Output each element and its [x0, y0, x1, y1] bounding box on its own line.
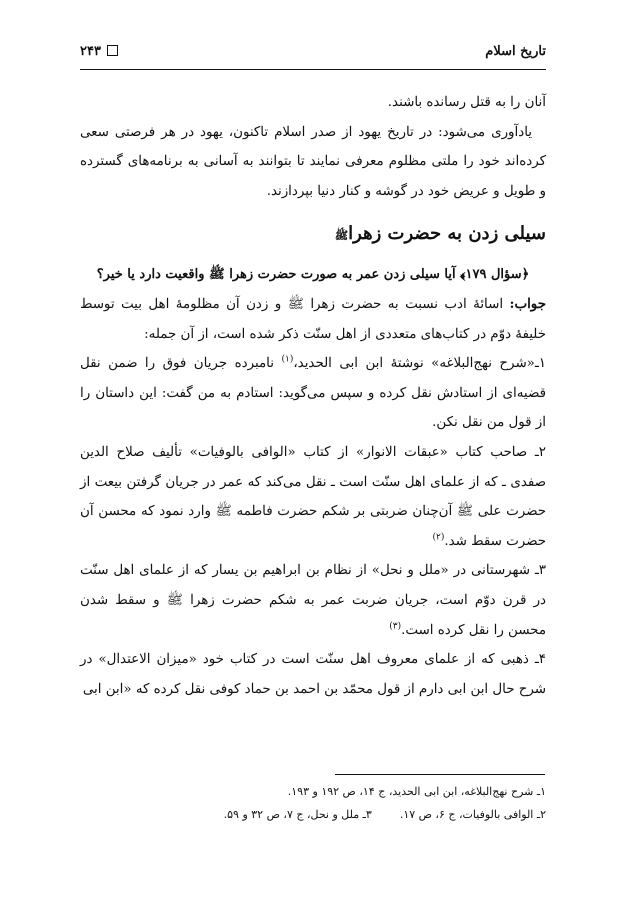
footnote-1: ۱ـ شرح نهج‌البلاغه، ابن ابی الحدید، ج ۱۴، ص ۱۹۲ و ۱۹۳.: [287, 785, 546, 798]
paragraph-1: آنان را به قتل رسانده باشند.: [387, 95, 546, 110]
list-item-3: [80, 556, 546, 645]
page-number-text: ۲۴۳: [80, 44, 101, 59]
footnote-row-2: [80, 803, 546, 826]
footnote-ref-1: (۱): [281, 354, 294, 365]
footnote-ref-3: (۳): [389, 621, 402, 632]
list-item-2-text: ۲ـ صاحب کتاب «عبقات الانوار» از کتاب «الوافی بالوفیات» تألیف صلاح الدین صفدی ـ که از علمای اهل سنّت است ـ نقل می‌کند که عمر در جریان گرفتن بیعت از حضرت علی ﷺ آن‌چنان ضربتی بر شکم حضرت فاطمه ﷺ وارد نمود که محسن آن حضرت سقط شد.: [80, 444, 546, 549]
page-header: [80, 42, 546, 66]
answer-label: جواب:: [509, 295, 546, 312]
list-item-1-text: ۱ـ«شرح نهج‌البلاغه» نوشتهٔ ابن ابی الحدید،: [293, 356, 546, 372]
list-item-4: ۴ـ ذهبی که از علمای معروف اهل سنّت است در کتاب خود «میزان الاعتدال» در شرح حال ابن ابی دارم از قول محمّد بن احمد بن حماد کوفی نقل کرده که «ابن ابی: [80, 652, 546, 697]
footnote-2: ۲ـ الوافی بالوفیات، ج ۶، ص ۱۷.: [399, 808, 546, 821]
list-item-2: [80, 438, 546, 556]
list-item-1: [80, 349, 546, 438]
header-divider: [80, 69, 546, 70]
footnote-3: ۳ـ ملل و نحل، ج ۷، ص ۳۲ و ۵۹.: [223, 808, 372, 821]
section-heading-honorific: ﷺ: [334, 229, 349, 243]
page-body: [80, 88, 546, 704]
running-title: تاریخ اسلام: [485, 44, 546, 59]
square-ornament-icon: [107, 45, 118, 56]
section-heading-text: سیلی زدن به حضرت زهرا: [348, 223, 546, 245]
paragraph-2: یادآوری می‌شود: در تاریخ یهود از صدر اسلام تاکنون، یهود در هر فرصتی سعی کرده‌اند خود را ملتی مظلوم معرفی نمایند تا بتوانند به آسانی به برنامه‌های گسترده و طویل و عریض خود در گوشه و کنار دنیا بپردازند.: [80, 124, 546, 199]
list-item-1-rest: نامبرده جریان فوق را ضمن نقل قضیه‌ای از استادش نقل کرده و سپس می‌گوید: استادم به من گفت: این داستان را از قول من نقل نکن.: [80, 356, 546, 431]
footnotes: [80, 780, 546, 826]
answer-paragraph: [80, 290, 546, 349]
list-item-3-text: ۳ـ شهرستانی در «ملل و نحل» از نظام بن ابراهیم بن یسار که از علمای اهل سنّت در قرن دوّم است، جریان ضربت عمر به شکم حضرت زهرا ﷺ و سقط شدن محسن را نقل کرده است.: [80, 563, 546, 638]
section-heading: [80, 220, 546, 250]
footnote-divider: [335, 774, 545, 775]
question-179: ﴿سؤال ۱۷۹﴾ آیا سیلی زدن عمر به صورت حضرت زهرا ﷺ واقعیت دارد یا خیر؟: [96, 267, 530, 283]
footnote-ref-2: (۲): [432, 532, 445, 543]
page-number: [80, 44, 118, 59]
answer-text: اسائهٔ ادب نسبت به حضرت زهرا ﷺ و زدن آن مظلومهٔ اهل بیت توسط خلیفهٔ دوّم در کتاب‌های متعددی از اهل سنّت ذکر شده است، از آن جمله:: [80, 296, 546, 342]
